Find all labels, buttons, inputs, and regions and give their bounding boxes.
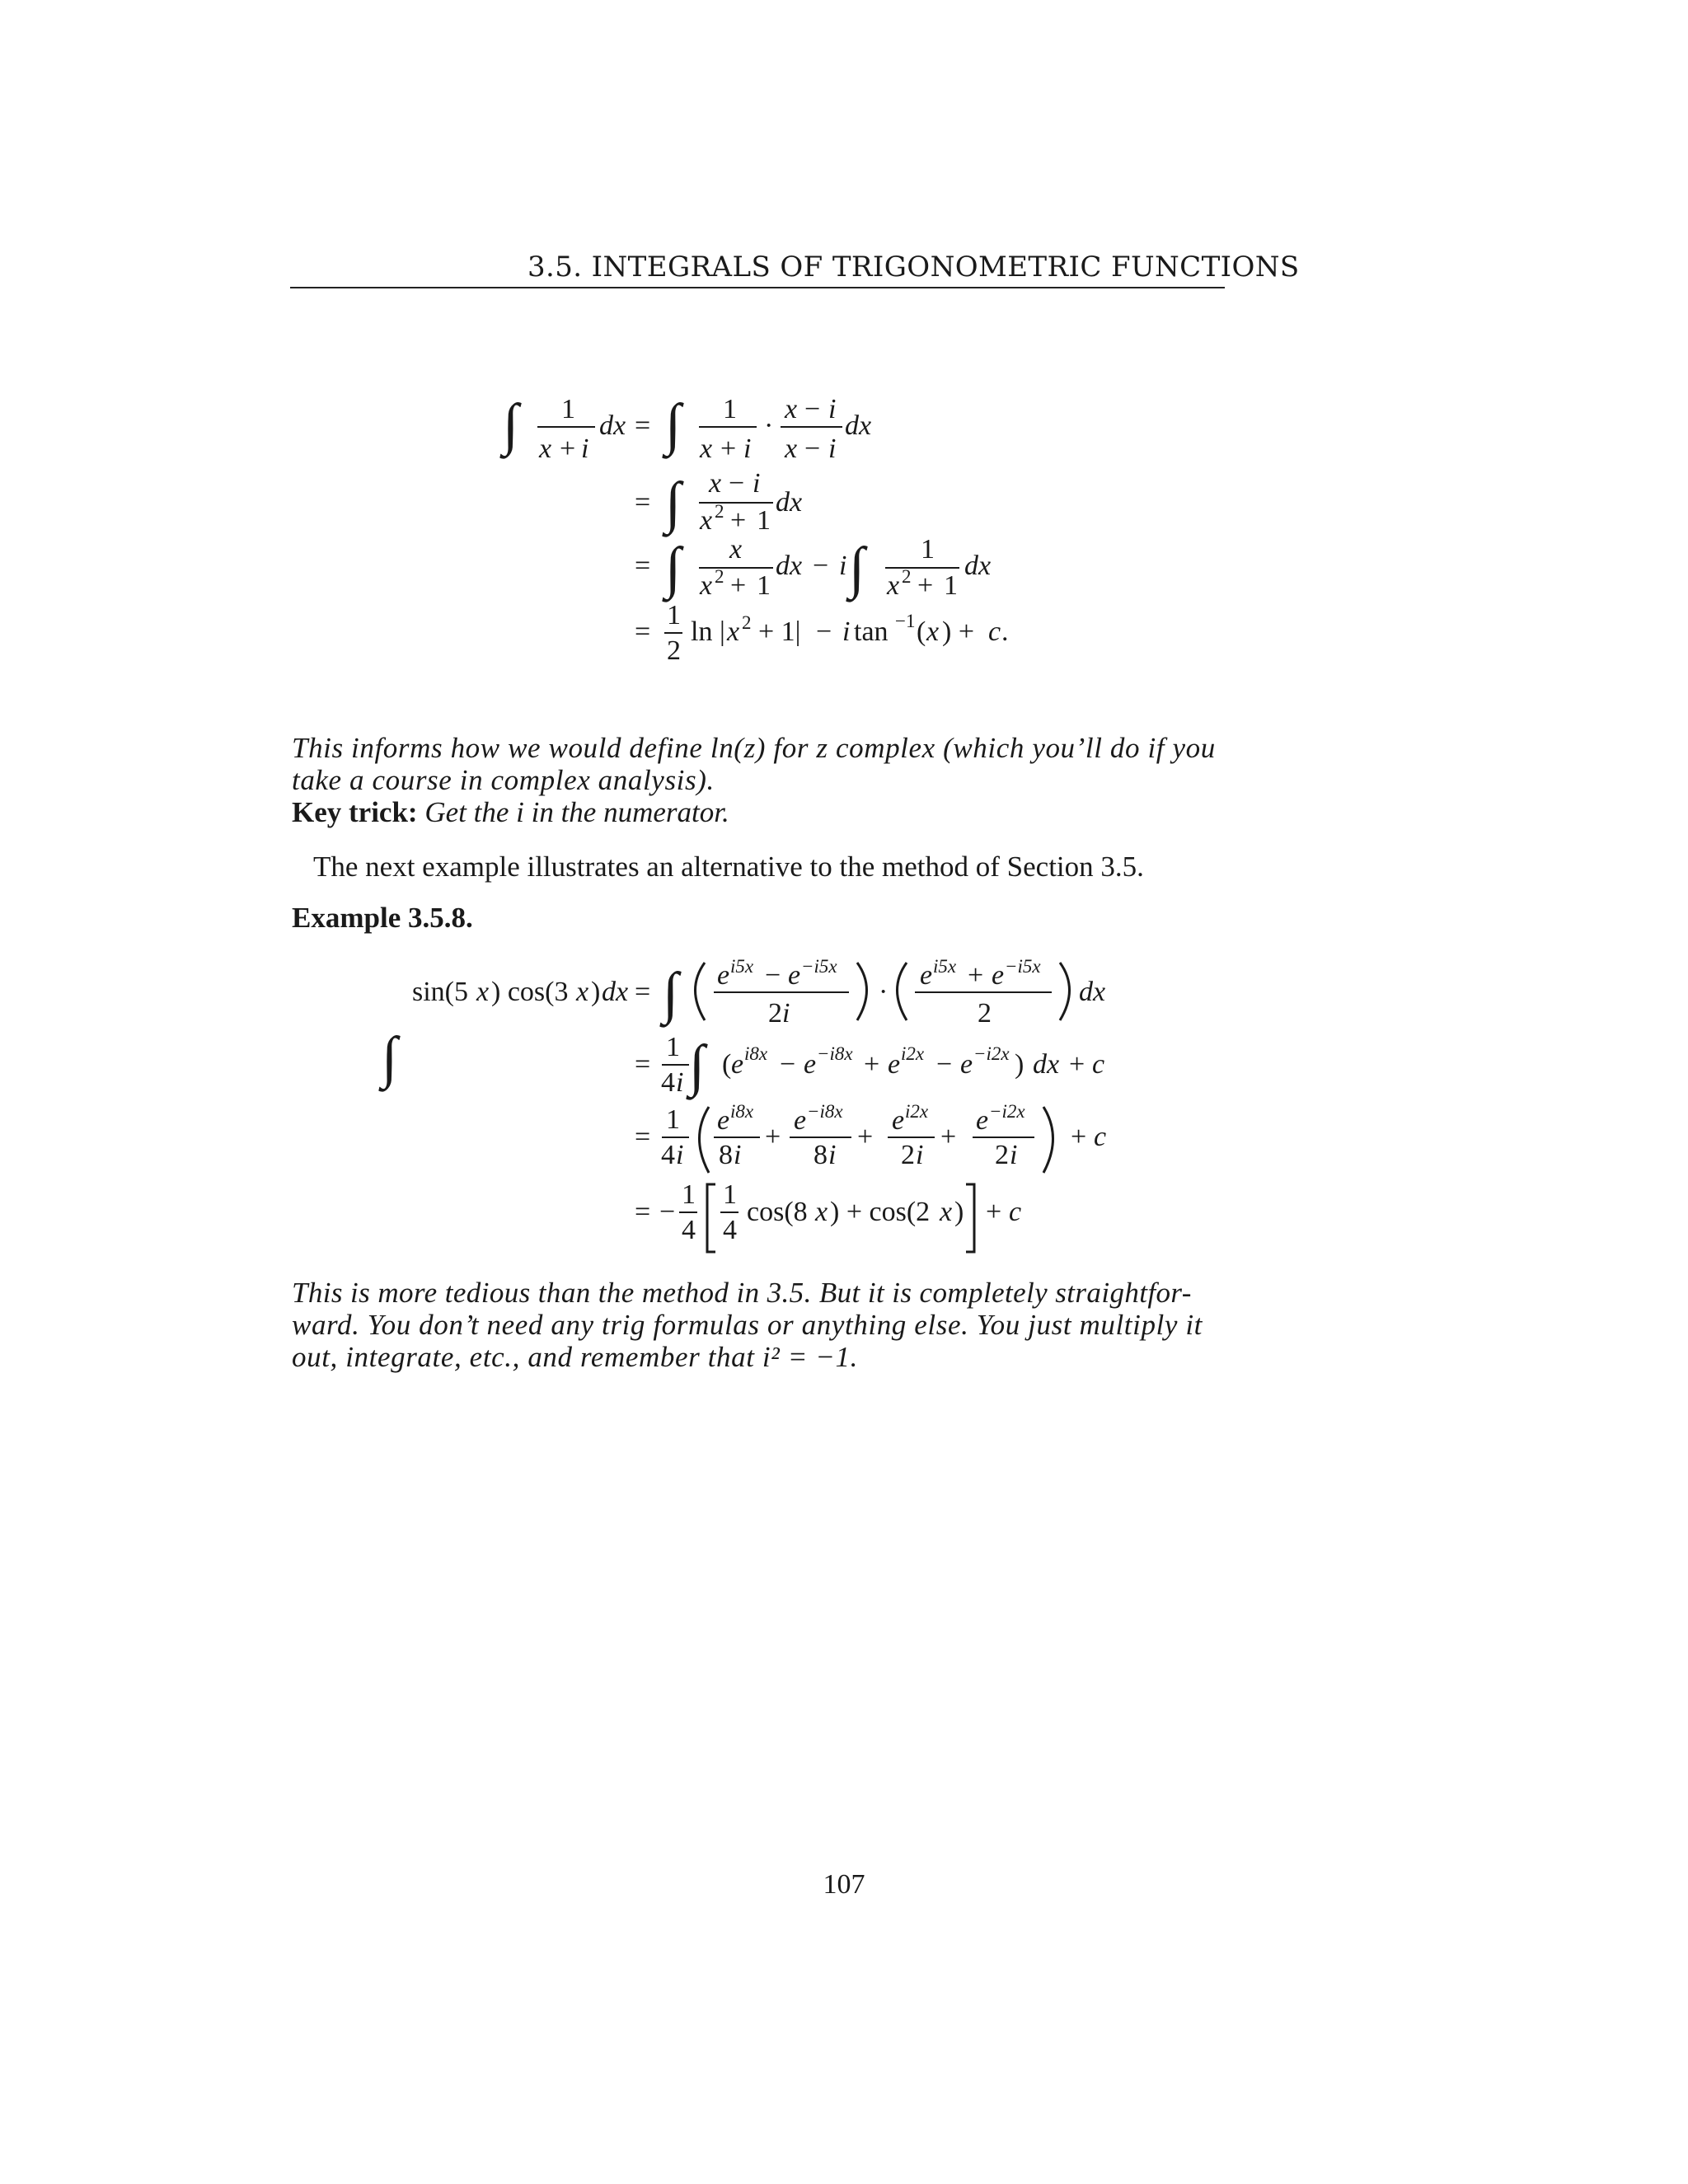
svg-text:−i5x: −i5x [1005,956,1041,977]
svg-text:e: e [892,1105,905,1136]
svg-text:c: c [1009,1197,1022,1227]
svg-text:−: − [804,394,821,424]
svg-text:dx: dx [776,487,803,518]
svg-text:i: i [676,1140,684,1170]
svg-text:+: + [917,570,934,601]
svg-text:=: = [635,1049,651,1080]
svg-text:e: e [788,960,801,991]
svg-text:∫: ∫ [689,1034,706,1098]
svg-text:2: 2 [768,998,782,1029]
svg-text:ln: ln [691,616,713,647]
svg-text:−: − [780,1049,796,1080]
remark-1-line-1: This informs how we would define ln(z) for z complex (which you’ll do if you [292,732,1216,764]
svg-text:1: 1 [561,394,575,424]
equation-block-1 [0,0,1688,701]
svg-text:i: i [782,998,790,1029]
svg-text:4: 4 [682,1215,696,1245]
svg-text:e: e [920,960,933,991]
svg-text:x: x [476,977,490,1007]
equation-block-2 [0,940,1688,1269]
svg-text:x: x [785,434,798,464]
svg-text:cos(8: cos(8 [747,1197,808,1227]
svg-text:c: c [1092,1049,1105,1080]
svg-text:1: 1 [682,1179,696,1210]
svg-text:i: i [743,434,752,464]
svg-text:e: e [888,1049,901,1080]
svg-text:e: e [960,1049,973,1080]
svg-text:=: = [635,1197,651,1227]
svg-text:e: e [717,960,730,991]
remark-2-line-1: This is more tedious than the method in 3.5. But it is completely straightfor- [292,1277,1192,1309]
svg-text:−: − [765,960,781,991]
svg-text:|: | [720,616,725,647]
svg-text:): ) [954,1197,964,1227]
svg-text:x: x [785,394,798,424]
svg-text:i: i [1010,1140,1018,1170]
svg-text:e: e [717,1105,730,1136]
svg-text:) cos(3: ) cos(3 [491,977,569,1007]
svg-text:x: x [729,534,743,565]
svg-text:2: 2 [667,635,681,666]
svg-text:1: 1 [757,570,771,601]
svg-text:=: = [635,410,651,441]
svg-text:∫: ∫ [665,537,682,600]
paragraph-next-example: The next example illustrates an alternative to the method of Section 3.5. [313,851,1144,883]
example-label: Example 3.5.8. [292,902,473,934]
svg-text:+: + [560,434,576,464]
svg-text:1: 1 [921,534,935,565]
svg-text:∫: ∫ [503,393,519,457]
svg-text:i2x: i2x [905,1101,929,1122]
key-trick-line [292,796,729,828]
svg-text:·: · [879,977,889,1007]
svg-text:) +: ) + [942,616,974,647]
svg-text:dx: dx [602,977,629,1007]
svg-text:+ 1|: + 1| [758,616,801,647]
svg-text:c: c [988,616,1001,647]
svg-text:x: x [539,434,552,464]
svg-text:i: i [842,616,851,647]
svg-text:(: ( [722,1049,732,1080]
svg-text:+: + [765,1122,781,1152]
svg-text:2: 2 [978,998,992,1029]
svg-text:i: i [839,551,847,581]
svg-text:1: 1 [723,1179,737,1210]
svg-text:i5x: i5x [730,956,754,977]
svg-text:): ) [1015,1049,1025,1080]
page-number: 107 [823,1869,865,1900]
svg-text:∫: ∫ [665,471,682,535]
svg-text:4: 4 [661,1140,675,1170]
svg-text:−i2x: −i2x [973,1043,1010,1064]
svg-text:=: = [635,977,651,1007]
svg-text:1: 1 [667,600,681,630]
svg-text:i8x: i8x [730,1101,754,1122]
svg-text:.: . [1001,616,1009,647]
svg-text:x: x [815,1197,828,1227]
svg-text:x: x [709,468,722,499]
svg-text:−: − [659,1197,676,1227]
svg-text:−: − [729,468,745,499]
svg-text:+: + [857,1122,874,1152]
remark-2-line-3: out, integrate, etc., and remember that i² = −1. [292,1341,858,1373]
svg-text:i: i [828,434,837,464]
svg-text:2: 2 [902,566,912,587]
svg-text:−: − [936,1049,953,1080]
svg-text:2: 2 [742,612,752,633]
svg-text:+: + [1069,1049,1085,1080]
svg-text:+: + [864,1049,880,1080]
key-trick-label: Key trick: [292,796,418,828]
svg-text:c: c [1094,1122,1107,1152]
svg-text:=: = [635,1122,651,1152]
key-trick-text: Get the i in the numerator. [424,796,729,828]
svg-text:1: 1 [666,1032,680,1062]
running-header: 3.5. INTEGRALS OF TRIGONOMETRIC FUNCTIONS [528,251,1300,284]
remark-2-line-2: ward. You don’t need any trig formulas or anything else. You just multiply it [292,1309,1203,1341]
svg-text:8: 8 [814,1140,828,1170]
svg-text:) + cos(2: ) + cos(2 [830,1197,931,1227]
svg-text:2: 2 [901,1140,915,1170]
svg-text:−i8x: −i8x [817,1043,853,1064]
svg-text:1: 1 [723,394,737,424]
svg-text:dx: dx [1033,1049,1060,1080]
svg-text:): ) [591,977,601,1007]
svg-text:+: + [968,960,984,991]
svg-text:1: 1 [666,1104,680,1135]
svg-text:tan: tan [854,616,889,647]
svg-text:x: x [700,434,713,464]
svg-text:e: e [976,1105,989,1136]
svg-text:e: e [992,960,1005,991]
svg-text:dx: dx [776,551,803,581]
svg-text:−1: −1 [895,611,916,631]
remark-1-line-2: take a course in complex analysis). [292,764,715,796]
svg-text:dx: dx [964,551,992,581]
svg-text:−: − [804,434,821,464]
svg-text:+: + [986,1197,1002,1227]
svg-text:−: − [816,616,832,647]
svg-text:x: x [727,616,740,647]
svg-text:2: 2 [715,501,724,522]
svg-text:i: i [828,394,837,424]
svg-text:1: 1 [757,505,771,536]
svg-text:i: i [916,1140,924,1170]
svg-text:x: x [940,1197,953,1227]
svg-text:x: x [700,570,713,601]
svg-text:+: + [730,570,747,601]
svg-text:∫: ∫ [665,393,682,457]
svg-text:·: · [764,410,774,441]
svg-text:dx: dx [599,410,626,441]
svg-text:+: + [940,1122,957,1152]
svg-text:i2x: i2x [901,1043,925,1064]
svg-text:−i5x: −i5x [801,956,837,977]
svg-text:(: ( [917,616,926,647]
svg-text:4: 4 [723,1215,737,1245]
svg-text:∫: ∫ [849,537,865,600]
svg-text:=: = [635,616,651,647]
svg-text:dx: dx [1079,977,1106,1007]
svg-text:−i2x: −i2x [989,1101,1025,1122]
svg-text:x: x [887,570,900,601]
svg-text:2: 2 [995,1140,1009,1170]
svg-text:−: − [813,551,829,581]
svg-text:e: e [794,1105,807,1136]
svg-text:+: + [720,434,737,464]
svg-text:−i8x: −i8x [807,1101,843,1122]
svg-text:i: i [734,1140,742,1170]
svg-text:∫: ∫ [663,962,679,1025]
svg-text:x: x [700,505,713,536]
svg-text:i5x: i5x [933,956,957,977]
svg-text:i: i [676,1067,684,1098]
svg-text:+: + [1071,1122,1087,1152]
svg-text:i: i [828,1140,837,1170]
svg-text:=: = [635,487,651,518]
svg-text:i: i [581,434,589,464]
svg-text:sin(5: sin(5 [412,977,468,1007]
svg-text:+: + [730,505,747,536]
svg-text:i: i [753,468,761,499]
svg-text:=: = [635,551,651,581]
svg-text:2: 2 [715,566,724,587]
svg-text:1: 1 [944,570,958,601]
svg-text:8: 8 [719,1140,733,1170]
svg-text:dx: dx [845,410,872,441]
svg-text:∫: ∫ [382,1026,398,1090]
svg-text:x: x [926,616,940,647]
svg-text:e: e [804,1049,817,1080]
svg-text:i8x: i8x [744,1043,768,1064]
svg-text:4: 4 [661,1067,675,1098]
svg-text:x: x [576,977,589,1007]
svg-text:e: e [731,1049,744,1080]
